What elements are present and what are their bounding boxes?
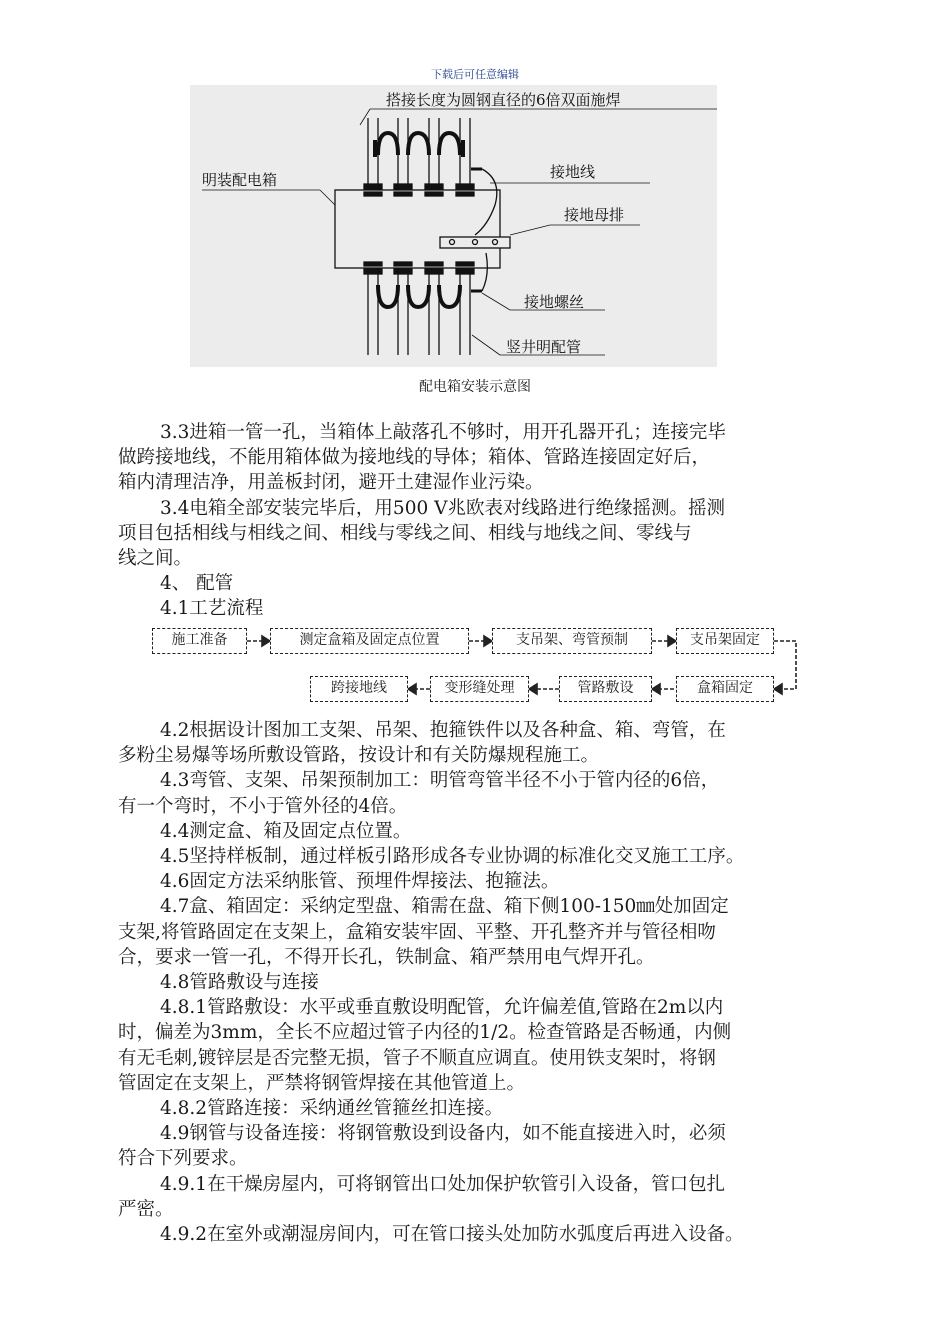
paragraph-4-7	[118, 894, 854, 970]
text-line: 3.4电箱全部安装完毕后，用500 V兆欧表对线路进行绝缘摇测。摇测	[160, 497, 725, 519]
paragraph-4-6	[118, 869, 854, 894]
label-shaft-conduit: 竖井明配管	[506, 338, 582, 356]
text-line: 合，要求一管一孔，不得开长孔，铁制盒、箱严禁用电气焊开孔。	[118, 946, 655, 968]
text-line: 箱内清理洁净，用盖板封闭，避开土建湿作业污染。	[118, 472, 544, 494]
text-line: 多粉尘易爆等场所敷设管路，按设计和有关防爆规程施工。	[118, 745, 600, 767]
label-surface-box: 明装配电箱	[202, 171, 278, 189]
text-line: 3.3进箱一管一孔，当箱体上敲落孔不够时，用开孔器开孔；连接完毕	[160, 422, 726, 443]
text-line: 4.5坚持样板制，通过样板引路形成各专业协调的标准化交叉施工工序。	[160, 846, 745, 868]
text-line: 线之间。	[118, 548, 193, 570]
paragraph-4-5	[118, 844, 854, 869]
text-line: 4.7盒、箱固定：采纳定型盘、箱需在盘、箱下侧100-150㎜处加固定	[160, 896, 729, 918]
flow-step-1: 施工准备	[152, 628, 247, 654]
text-line: 4.4测定盒、箱及固定点位置。	[160, 820, 412, 842]
text-line: 做跨接地线，不能用箱体做为接地线的导体；箱体、管路连接固定好后，	[118, 447, 711, 469]
label-weld-length: 搭接长度为圆钢直径的6倍双面施焊	[386, 91, 621, 109]
text-line: 4.1工艺流程	[160, 598, 264, 620]
flow-step-4: 支吊架固定	[676, 628, 774, 654]
text-line: 项目包括相线与相线之间、相线与零线之间、相线与地线之间、零线与	[118, 522, 692, 544]
flow-step-6: 管路敷设	[559, 676, 652, 702]
text-line: 4、 配管	[160, 573, 234, 595]
flow-step-3: 支吊架、弯管预制	[492, 628, 652, 654]
text-line: 4.9.2在室外或潮湿房间内，可在管口接头处加防水弧度后再进入设备。	[160, 1224, 744, 1246]
label-ground-wire: 接地线	[550, 163, 596, 181]
text-line: 4.8.2管路连接：采纳通丝管箍丝扣连接。	[160, 1098, 504, 1120]
flow-step-2: 测定盒箱及固定点位置	[270, 628, 469, 654]
flow-step-5: 盒箱固定	[676, 676, 774, 702]
text-line: 4.8管路敷设与连接	[160, 972, 319, 994]
paragraph-4-8-2	[118, 1096, 854, 1121]
flow-step-8: 跨接地线	[310, 676, 408, 702]
text-line: 有一个弯时，不小于管外径的4倍。	[118, 795, 408, 817]
paragraph-4-9-2	[118, 1222, 854, 1247]
text-line: 有无毛刺,镀锌层是否完整无损，管子不顺直应调直。使用铁支架时，将钢	[118, 1047, 716, 1069]
text-line: 4.9钢管与设备连接：将钢管敷设到设备内，如不能直接进入时，必须	[160, 1123, 726, 1145]
body-text-b	[118, 718, 854, 1247]
text-line: 4.2根据设计图加工支架、吊架、抱箍铁件以及各种盒、箱、弯管，在	[160, 720, 726, 741]
section-heading-4-8	[118, 970, 854, 995]
paragraph-4-9	[118, 1121, 854, 1171]
label-ground-screw: 接地螺丝	[524, 293, 585, 311]
text-line: 严密。	[118, 1198, 174, 1220]
text-line: 4.3弯管、支架、吊架预制加工：明管弯管半径不小于管内径的6倍，	[160, 770, 720, 792]
figure-caption: 配电箱安装示意图	[419, 379, 531, 395]
text-line: 4.9.1在干燥房屋内，可将钢管出口处加保护软管引入设备，管口包扎	[160, 1173, 726, 1195]
paragraph-4-8-1	[118, 995, 854, 1096]
flow-step-7: 变形缝处理	[430, 676, 529, 702]
text-line: 4.6固定方法采纳胀管、预埋件焊接法、抱箍法。	[160, 871, 560, 893]
text-line: 4.8.1管路敷设：水平或垂直敷设明配管，允许偏差值,管路在2m以内	[160, 997, 724, 1019]
paragraph-4-2	[118, 718, 854, 768]
label-ground-bus: 接地母排	[564, 206, 625, 224]
paragraph-4-9-1	[118, 1172, 854, 1222]
paragraph-4-3	[118, 768, 854, 818]
text-line: 符合下列要求。	[118, 1148, 248, 1170]
text-line: 支架,将管路固定在支架上，盒箱安装牢固、平整、开孔整齐并与管径相吻	[118, 921, 716, 943]
text-line: 管固定在支架上，严禁将钢管焊接在其他管道上。	[118, 1072, 526, 1094]
paragraph-4-4	[118, 819, 854, 844]
text-line: 时，偏差为3mm，全长不应超过管子内径的1/2。检查管路是否畅通，内侧	[118, 1022, 732, 1044]
page-header: 下载后可任意编辑	[431, 68, 519, 81]
